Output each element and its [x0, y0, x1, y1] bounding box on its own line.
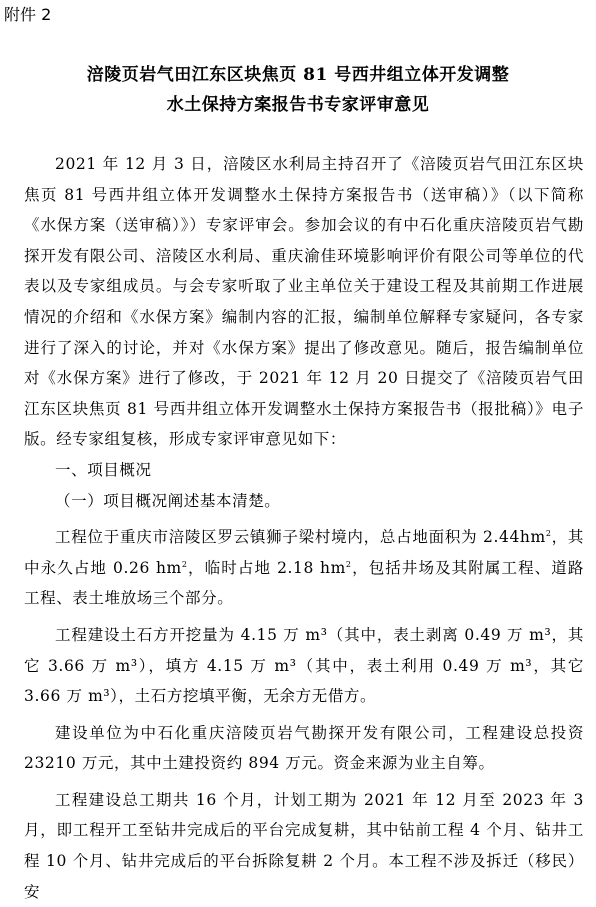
investment-paragraph: 建设单位为中石化重庆涪陵页岩气勘探开发有限公司，工程建设总投资 23210 万元，其中土建投资约 894 万元。资金来源为业主自筹。	[24, 723, 584, 773]
superscript-2: 2	[345, 559, 352, 569]
superscript-2: 2	[545, 528, 552, 538]
earthwork-paragraph: 工程建设土石方开挖量为 4.15 万 m³（其中，表土剥离 0.49 万 m³，其它 3.66 万 m³），填方 4.15 万 m³（其中，表土利用 0.49 万 m³，其它 3.66 万 m³），土石方挖填平衡，无余方无借方。	[24, 625, 584, 706]
subsection-heading-1: （一）项目概况阐述基本清楚。	[55, 491, 281, 510]
intro-paragraph: 2021 年 12 月 3 日，涪陵区水利局主持召开了《涪陵页岩气田江东区块焦页 81 号西井组立体开发调整水土保持方案报告书（送审稿）》（以下简称《水保方案（送审稿）》）专家评审会。参加会议的有中石化重庆涪陵页岩气勘探开发有限公司、涪陵区水利局、重庆渝佳环境影响评价有限公司等单位的代表以及专家组成员。与会专家听取了业主单位关于建设工程及其前期工作进展情况的介绍和《水保方案》编制内容的汇报，编制单位解释专家疑问，各专家进行了深入的讨论，并对《水保方案》提出了修改意见。随后，报告编制单位对《水保方案》进行了修改，于 2021 年 12 月 20 日提交了《涪陵页岩气田江东区块焦页 81 号西井组立体开发调整水土保持方案报告书（报批稿）》电子版。经专家组复核，形成专家评审意见如下：	[24, 155, 584, 449]
document-body	[24, 149, 584, 907]
annex-label: 附件 2	[4, 5, 52, 24]
location-text-d: ，包括井场及其附属工程、道路工程、表土堆放场三个部分。	[24, 558, 584, 608]
section-heading-1: 一、项目概况	[55, 460, 152, 479]
superscript-2: 2	[181, 559, 188, 569]
location-paragraph	[24, 522, 584, 614]
schedule-paragraph: 工程建设总工期共 16 个月，计划工期为 2021 年 12 月至 2023 年 3 月，即工程开工至钻井完成后的平台完成复耕，其中钻前工程 4 个月、钻井工程 10 个月、钻井完成后的平台拆除复耕 2 个月。本工程不涉及拆迁（移民）安	[24, 790, 584, 901]
location-text-c: ，临时占地 2.18 hm	[187, 558, 346, 577]
document-title-line1: 涪陵页岩气田江东区块焦页 81 号西井组立体开发调整	[86, 65, 510, 85]
location-text-a: 工程位于重庆市涪陵区罗云镇狮子梁村境内，总占地面积为 2.44hm	[55, 528, 546, 547]
document-title-line2: 水土保持方案报告书专家评审意见	[166, 95, 430, 115]
location-text-b: ，其中永久占地 0.26 hm	[24, 528, 585, 577]
